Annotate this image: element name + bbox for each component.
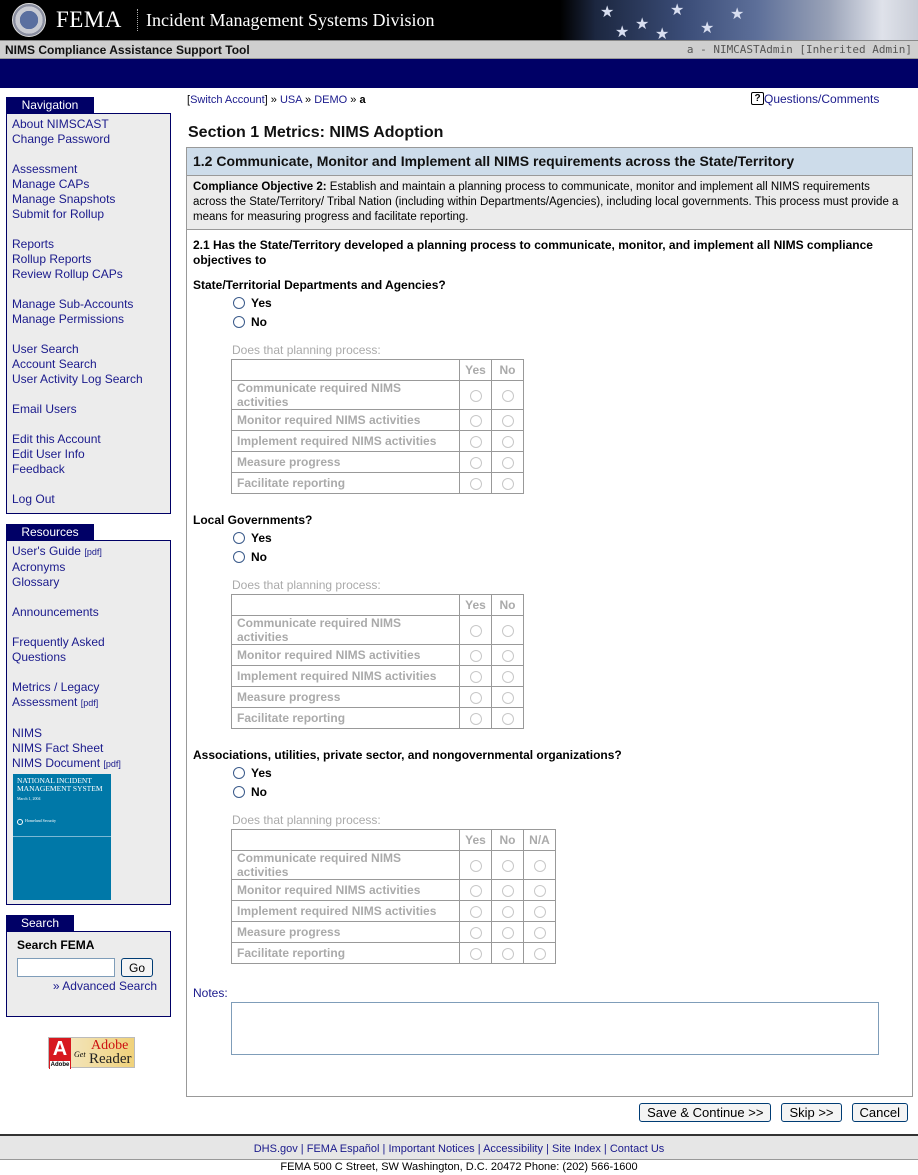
- table-row: [232, 431, 524, 452]
- breadcrumb-current: a: [359, 94, 366, 106]
- table-row: [232, 708, 524, 729]
- radio-cell: [492, 901, 524, 922]
- search-panel: [6, 931, 171, 1017]
- user-info: a - NIMCASTAdmin [Inherited Admin]: [686, 43, 912, 56]
- compliance-objective: [187, 176, 912, 230]
- metrics-label-1: Metrics / Legacy: [12, 680, 100, 694]
- navigation-panel-title: Navigation: [6, 97, 94, 113]
- radio-cell: [492, 708, 524, 729]
- nav-band: [0, 59, 918, 88]
- table-row: [232, 901, 556, 922]
- disabled-radio-na: [534, 927, 546, 939]
- switch-account-link[interactable]: Switch Account: [190, 94, 265, 106]
- disabled-radio-yes: [470, 692, 482, 704]
- disabled-radio-yes: [470, 860, 482, 872]
- nav-spacer: [12, 147, 165, 162]
- radio-option-no[interactable]: [233, 785, 267, 799]
- sidebar-nav-item[interactable]: Manage Sub-Accounts: [12, 297, 134, 311]
- search-input[interactable]: [17, 958, 115, 977]
- book-date: March 1, 2004: [17, 796, 41, 801]
- site-header: [0, 0, 918, 40]
- sidebar-nav-item[interactable]: Manage CAPs: [12, 177, 90, 191]
- search-go-button[interactable]: Go: [121, 958, 153, 977]
- row-label: Implement required NIMS activities: [232, 666, 460, 687]
- faq-link[interactable]: [12, 635, 165, 665]
- sidebar-nav-item[interactable]: Change Password: [12, 132, 111, 146]
- radio-yes[interactable]: [233, 532, 245, 544]
- row-label: Measure progress: [232, 452, 460, 473]
- radio-cell: [460, 473, 492, 494]
- planning-process-table: [231, 594, 524, 729]
- metrics-label-2: Assessment: [12, 695, 78, 709]
- row-label: Facilitate reporting: [232, 943, 460, 964]
- disabled-radio-no: [502, 860, 514, 872]
- disabled-radio-na: [534, 948, 546, 960]
- section-title: Section 1 Metrics: NIMS Adoption: [188, 124, 444, 141]
- radio-cell: [492, 687, 524, 708]
- row-label: Measure progress: [232, 922, 460, 943]
- breadcrumb-demo[interactable]: DEMO: [314, 94, 348, 106]
- radio-cell: [460, 616, 492, 645]
- disabled-radio-no: [502, 650, 514, 662]
- radio-cell: [460, 410, 492, 431]
- planning-process-table: [231, 359, 524, 494]
- radio-yes-label: Yes: [251, 766, 272, 780]
- sidebar-nav-item[interactable]: Log Out: [12, 492, 55, 506]
- get-adobe-reader-badge[interactable]: [48, 1037, 135, 1068]
- objective-text: Establish and maintain a planning process to communicate, monitor and implement all NIMS requirements across the State/Territory/ Tribal Nation (including within Departments/Agencies), including local governments. This process must provide a means for measuring progress and facilitate reporting.: [193, 181, 899, 223]
- disabled-radio-yes: [470, 457, 482, 469]
- footer-link[interactable]: DHS.gov: [253, 1143, 298, 1155]
- disabled-radio-yes: [470, 625, 482, 637]
- nims-document-link[interactable]: [12, 756, 165, 772]
- radio-option-yes[interactable]: [233, 296, 272, 310]
- disabled-radio-no: [502, 415, 514, 427]
- questions-comments-link[interactable]: Questions/Comments: [764, 92, 880, 106]
- radio-cell: [492, 410, 524, 431]
- disabled-radio-yes: [470, 927, 482, 939]
- disabled-radio-no: [502, 927, 514, 939]
- subquestion-label: Associations, utilities, private sector, and nongovernmental organizations?: [193, 748, 622, 762]
- radio-cell: [460, 452, 492, 473]
- search-panel-title: Search: [6, 915, 74, 931]
- adobe-get-text: Get: [74, 1050, 86, 1059]
- radio-cell: [460, 708, 492, 729]
- disabled-radio-yes: [470, 650, 482, 662]
- nims-document-label: NIMS Document: [12, 756, 101, 770]
- radio-cell: [524, 851, 556, 880]
- radio-option-yes[interactable]: [233, 766, 272, 780]
- announcements-link[interactable]: Announcements: [12, 605, 99, 619]
- table-row: [232, 473, 524, 494]
- row-label: Communicate required NIMS activities: [232, 381, 460, 410]
- acronyms-link[interactable]: Acronyms: [12, 560, 66, 574]
- breadcrumb-sep: »: [305, 94, 312, 106]
- adobe-brand: Adobe: [50, 1062, 70, 1068]
- nims-link[interactable]: NIMS: [12, 726, 42, 740]
- disabled-radio-no: [502, 436, 514, 448]
- disabled-radio-no: [502, 713, 514, 725]
- footer-links: [0, 1134, 918, 1160]
- disabled-radio-yes: [470, 671, 482, 683]
- nav-spacer: [12, 282, 165, 297]
- radio-cell: [492, 880, 524, 901]
- row-label: Implement required NIMS activities: [232, 431, 460, 452]
- footer-link[interactable]: FEMA Español: [306, 1143, 380, 1155]
- sidebar-nav-item[interactable]: Edit User Info: [12, 447, 85, 461]
- planning-process-table: [231, 829, 556, 964]
- help-question-icon: ?: [751, 92, 764, 105]
- table-row: [232, 943, 556, 964]
- radio-cell: [460, 851, 492, 880]
- radio-cell: [460, 880, 492, 901]
- radio-cell: [492, 452, 524, 473]
- table-row: [232, 687, 524, 708]
- pdf-tag: [pdf]: [80, 698, 99, 708]
- radio-no-label: No: [251, 785, 267, 799]
- row-label: Implement required NIMS activities: [232, 901, 460, 922]
- disabled-radio-yes: [470, 885, 482, 897]
- dhs-seal-logo: [12, 3, 46, 37]
- radio-no[interactable]: [233, 551, 245, 563]
- sidebar-nav-item[interactable]: User Activity Log Search: [12, 372, 143, 386]
- nims-fact-sheet-link[interactable]: NIMS Fact Sheet: [12, 741, 104, 755]
- header-divider: [137, 9, 138, 31]
- disabled-radio-yes: [470, 436, 482, 448]
- sidebar-nav-item[interactable]: Feedback: [12, 462, 65, 476]
- disabled-radio-no: [502, 692, 514, 704]
- row-label: Facilitate reporting: [232, 473, 460, 494]
- objective-label: Compliance Objective 2:: [193, 181, 327, 193]
- breadcrumb-sep: »: [270, 94, 277, 106]
- app-title: NIMS Compliance Assistance Support Tool: [5, 43, 250, 57]
- does-planning-label: Does that planning process:: [232, 343, 381, 357]
- radio-no-label: No: [251, 315, 267, 329]
- search-heading: Search FEMA: [17, 938, 95, 952]
- reader-text: Reader: [89, 1051, 132, 1067]
- row-label: Communicate required NIMS activities: [232, 616, 460, 645]
- radio-cell: [460, 431, 492, 452]
- column-header-no: No: [492, 595, 524, 616]
- table-row: [232, 922, 556, 943]
- sidebar-nav-item[interactable]: About NIMSCAST: [12, 117, 109, 131]
- disabled-radio-yes: [470, 415, 482, 427]
- questions-comments[interactable]: [751, 92, 879, 106]
- disabled-radio-na: [534, 906, 546, 918]
- disabled-radio-na: [534, 860, 546, 872]
- disabled-radio-no: [502, 390, 514, 402]
- table-row: [232, 410, 524, 431]
- sidebar-nav-item[interactable]: Assessment: [12, 162, 78, 176]
- radio-option-no[interactable]: [233, 550, 267, 564]
- radio-cell: [492, 645, 524, 666]
- subquestion-label: State/Territorial Departments and Agencies?: [193, 278, 446, 292]
- faq-label-1: Frequently Asked: [12, 635, 105, 649]
- does-planning-label: Does that planning process:: [232, 578, 381, 592]
- subquestion-label: Local Governments?: [193, 513, 313, 527]
- dhs-seal-icon: [17, 819, 23, 825]
- table-row: [232, 645, 524, 666]
- footer-sep: |: [600, 1143, 610, 1155]
- footer-link[interactable]: Accessibility: [483, 1143, 543, 1155]
- disabled-radio-no: [502, 457, 514, 469]
- row-label: Facilitate reporting: [232, 708, 460, 729]
- table-row: [232, 880, 556, 901]
- sidebar-nav-item[interactable]: User Search: [12, 342, 79, 356]
- disabled-radio-no: [502, 478, 514, 490]
- breadcrumb-usa[interactable]: USA: [279, 94, 302, 106]
- radio-cell: [460, 687, 492, 708]
- column-header-no: No: [492, 830, 524, 851]
- disabled-radio-yes: [470, 948, 482, 960]
- disabled-radio-yes: [470, 713, 482, 725]
- sidebar-nav-item[interactable]: Email Users: [12, 402, 77, 416]
- division-title: Incident Management Systems Division: [146, 10, 435, 30]
- app-title-bar: [0, 40, 918, 59]
- block-header: 1.2 Communicate, Monitor and Implement all NIMS requirements across the State/Territory: [187, 148, 912, 176]
- glossary-link[interactable]: Glossary: [12, 575, 60, 589]
- table-row: [232, 452, 524, 473]
- nav-spacer: [12, 222, 165, 237]
- nav-spacer: [12, 387, 165, 402]
- disabled-radio-yes: [470, 390, 482, 402]
- users-guide-link[interactable]: [12, 544, 165, 560]
- sidebar-nav-item[interactable]: Edit this Account: [12, 432, 101, 446]
- radio-cell: [460, 381, 492, 410]
- pdf-tag: [pdf]: [84, 547, 102, 557]
- question-text: 2.1 Has the State/Territory developed a planning process to communicate, monitor, and implement all NIMS compliance objectives to: [193, 238, 873, 267]
- disabled-radio-na: [534, 885, 546, 897]
- radio-cell: [460, 901, 492, 922]
- nav-spacer: [12, 477, 165, 492]
- assessment-block: [186, 147, 913, 1097]
- table-row: [232, 381, 524, 410]
- disabled-radio-yes: [470, 906, 482, 918]
- book-rule: [13, 836, 111, 837]
- column-header-yes: Yes: [460, 360, 492, 381]
- disabled-radio-no: [502, 948, 514, 960]
- row-label: Monitor required NIMS activities: [232, 645, 460, 666]
- footer-link[interactable]: Site Index: [551, 1143, 601, 1155]
- disabled-radio-no: [502, 671, 514, 683]
- adobe-logo-icon: [49, 1038, 71, 1069]
- does-planning-label: Does that planning process:: [232, 813, 381, 827]
- resources-panel: [6, 540, 171, 905]
- sidebar-nav-item[interactable]: Review Rollup CAPs: [12, 267, 123, 281]
- radio-cell: [460, 922, 492, 943]
- disabled-radio-yes: [470, 478, 482, 490]
- radio-no[interactable]: [233, 786, 245, 798]
- resources-panel-title: Resources: [6, 524, 94, 540]
- radio-option-no[interactable]: [233, 315, 267, 329]
- column-header-na: N/A: [524, 830, 556, 851]
- radio-cell: [492, 473, 524, 494]
- sidebar-nav-item[interactable]: Rollup Reports: [12, 252, 92, 266]
- notes-label: Notes:: [193, 986, 228, 1000]
- footer-sep: |: [474, 1143, 484, 1155]
- nav-spacer: [12, 417, 165, 432]
- row-label: Monitor required NIMS activities: [232, 880, 460, 901]
- disabled-radio-no: [502, 625, 514, 637]
- pdf-tag: [pdf]: [103, 759, 121, 769]
- radio-cell: [524, 922, 556, 943]
- sidebar-nav-item[interactable]: Submit for Rollup: [12, 207, 105, 221]
- table-header-row: [232, 595, 524, 616]
- radio-cell: [460, 645, 492, 666]
- save-continue-button[interactable]: Save & Continue >>: [639, 1103, 771, 1122]
- advanced-search-link[interactable]: » Advanced Search: [52, 979, 157, 993]
- footer-link[interactable]: Contact Us: [609, 1143, 665, 1155]
- users-guide-label: User's Guide: [12, 544, 81, 558]
- radio-cell: [492, 922, 524, 943]
- radio-option-yes[interactable]: [233, 531, 272, 545]
- radio-yes-label: Yes: [251, 296, 272, 310]
- faq-label-2: Questions: [12, 650, 67, 664]
- radio-cell: [492, 851, 524, 880]
- book-dept: Homeland Security: [25, 818, 56, 823]
- sidebar-nav-item[interactable]: Manage Snapshots: [12, 192, 116, 206]
- row-label: Communicate required NIMS activities: [232, 851, 460, 880]
- radio-no[interactable]: [233, 316, 245, 328]
- nav-spacer: [12, 327, 165, 342]
- flag-banner-image: ★ ★ ★ ★ ★ ★ ★: [560, 0, 918, 40]
- radio-cell: [492, 943, 524, 964]
- form-actions: [639, 1103, 908, 1122]
- radio-cell: [492, 666, 524, 687]
- skip-button[interactable]: Skip >>: [781, 1103, 841, 1122]
- table-row: [232, 616, 524, 645]
- table-header-blank: [232, 360, 460, 381]
- radio-yes[interactable]: [233, 767, 245, 779]
- footer-sep: |: [379, 1143, 389, 1155]
- table-header-blank: [232, 595, 460, 616]
- radio-cell: [492, 431, 524, 452]
- footer-sep: |: [297, 1143, 307, 1155]
- radio-yes-label: Yes: [251, 531, 272, 545]
- sidebar-nav-item[interactable]: Reports: [12, 237, 55, 251]
- row-label: Measure progress: [232, 687, 460, 708]
- table-row: [232, 851, 556, 880]
- table-header-blank: [232, 830, 460, 851]
- footer-sep: |: [542, 1143, 552, 1155]
- adobe-text: Adobe: [91, 1038, 129, 1053]
- sidebar-nav-item[interactable]: Account Search: [12, 357, 97, 371]
- radio-cell: [524, 943, 556, 964]
- column-header-yes: Yes: [460, 830, 492, 851]
- table-header-row: [232, 830, 556, 851]
- row-label: Monitor required NIMS activities: [232, 410, 460, 431]
- fema-logo[interactable]: FEMA: [56, 7, 122, 32]
- disabled-radio-no: [502, 885, 514, 897]
- book-title: NATIONAL INCIDENT MANAGEMENT SYSTEM: [17, 776, 103, 793]
- footer-address: FEMA 500 C Street, SW Washington, D.C. 20472 Phone: (202) 566-1600: [280, 1161, 638, 1173]
- notes-textarea[interactable]: [231, 1002, 879, 1055]
- breadcrumb-sep: »: [350, 94, 357, 106]
- footer-link[interactable]: Important Notices: [388, 1143, 475, 1155]
- radio-cell: [524, 901, 556, 922]
- cancel-button[interactable]: Cancel: [852, 1103, 908, 1122]
- radio-yes[interactable]: [233, 297, 245, 309]
- nims-document-cover-image[interactable]: [13, 774, 111, 900]
- breadcrumb: [Switch Account] » USA » DEMO » a: [187, 94, 366, 106]
- radio-no-label: No: [251, 550, 267, 564]
- radio-cell: [460, 666, 492, 687]
- metrics-legacy-link[interactable]: [12, 680, 165, 711]
- table-row: [232, 666, 524, 687]
- column-header-no: No: [492, 360, 524, 381]
- navigation-panel: [6, 113, 171, 514]
- radio-cell: [460, 943, 492, 964]
- table-header-row: [232, 360, 524, 381]
- radio-cell: [492, 616, 524, 645]
- sidebar-nav-item[interactable]: Manage Permissions: [12, 312, 125, 326]
- adobe-logo-glyph: A: [52, 1038, 68, 1060]
- disabled-radio-no: [502, 906, 514, 918]
- radio-cell: [524, 880, 556, 901]
- column-header-yes: Yes: [460, 595, 492, 616]
- radio-cell: [492, 381, 524, 410]
